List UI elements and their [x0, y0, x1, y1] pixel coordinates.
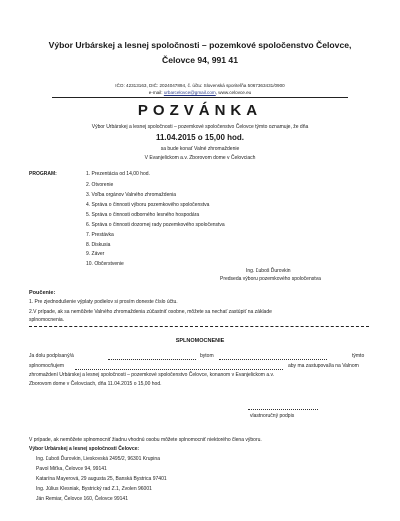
instruction-2a: 2.V prípade, ak sa nemôžete Valného zhromaždenia zúčastniť osobne, môžete sa nechať zastúpiť na základe — [29, 309, 272, 315]
program-item: 2. Otvorenie — [86, 182, 114, 188]
poa-line-1b: bytom — [200, 353, 214, 359]
board-member: Katarína Mayerová, 29 augusta 25, Banská Bystrica 97401 — [36, 476, 167, 482]
signature-field[interactable] — [248, 409, 318, 410]
signature-name: Ing. Ľuboš Ďurovkin — [246, 268, 291, 274]
poa-line-1c: týmto — [352, 353, 365, 359]
program-item: 5. Správa o činnosti odborného lesného hospodára — [86, 212, 200, 218]
program-item: 10. Občerstvenie — [86, 261, 124, 267]
email-link[interactable]: urbarcelovce@gmail.com — [163, 90, 216, 95]
poa-line-1a: Ja dolu podpísaný/á — [29, 353, 74, 359]
header-line-1: Výbor Urbárskej a lesnej spoločnosti – pozemkové spoločenstvo Čelovce, — [48, 40, 352, 50]
instruction-1: 1. Pre zjednodušenie výplaty podielov si prosím doneste číslo účtu. — [29, 299, 178, 305]
instructions-heading: Poučenie: — [29, 290, 56, 296]
board-member: Pavol Miťka, Čelovce 94, 99141 — [36, 466, 107, 472]
program-item: 1. Prezentácia od 14,00 hod. — [86, 171, 150, 177]
own-signature-label: vlastnoručný podpis — [250, 413, 295, 419]
proxy-field[interactable] — [75, 369, 283, 370]
poa-line-3: zhromaždení Urbárskej a lesnej spoločnosti – pozemkové spoločenstvo Čelovce, konanom v Evanjelickom a.v. — [29, 372, 275, 378]
program-item: 9. Záver — [86, 251, 105, 257]
meeting-datetime: 11.04.2015 o 15,00 hod. — [155, 133, 245, 142]
footer-note: V prípade, ak nemôžete splnomocniť žiadnu vhodnú osobu môžete splnomocniť niektorého člena výboru. — [29, 437, 262, 443]
poa-line-2b: aby ma zastupoval/a na Valnom — [288, 363, 359, 369]
cut-line — [29, 326, 369, 327]
email-prefix: e-mail: — [148, 90, 163, 95]
poa-line-2a: splnomocňujem — [29, 363, 65, 369]
page-title: POZVÁNKA — [137, 102, 263, 119]
intro-line-1: Výbor Urbárskej a lesnej spoločnosti – pozemkové spoločenstvo Čelovce týmto oznamuje, že dňa — [91, 124, 309, 130]
web-address: , www.celovce.eu — [215, 90, 252, 95]
board-member: Ing. Július Klesniak, Bystrický rad Z.1, Zvolen 96001 — [36, 486, 152, 492]
intro-line-4: V Evanjelickom a.v. Zborovom dome v Čelovciach — [144, 155, 256, 161]
address-field[interactable] — [219, 359, 327, 360]
program-item: 4. Správa o činnosti výboru pozemkového spoločenstva — [86, 202, 210, 208]
program-item: 3. Voľba orgánov Valného zhromaždenia — [86, 192, 177, 198]
board-member: Ján Remiar, Čelovce 160, Čelovce 99141 — [36, 496, 128, 502]
ico-line: IČO: 42313163, DIČ: 2024047894, č. účtu: Slovenská sporiteľňa 5067363431/0900 — [115, 83, 285, 88]
program-item: 6. Správa o činnosti dozornej rady pozemkového spoločenstva — [86, 222, 225, 228]
program-label: PROGRAM: — [29, 171, 57, 177]
header-divider — [52, 97, 348, 98]
signature-role: Predseda výboru pozemkového spoločenstva — [220, 276, 321, 282]
board-heading: Výbor Urbárskej a lesnej spoločnosti Čelovce: — [29, 446, 140, 452]
program-item: 8. Diskusia — [86, 242, 111, 248]
instruction-2b: splnomocnenia. — [29, 317, 65, 323]
intro-line-3: sa bude konať Valné zhromaždenie — [160, 146, 240, 152]
poa-heading: SPLNOMOCNENIE — [175, 338, 225, 344]
poa-line-4: Zborovom dome v Čelovciach, dňa 11.04.2015 o 15,00 hod. — [29, 381, 162, 387]
board-member: Ing. Ľuboš Ďurovkin, Lieskovská 2495/2, 96301 Krupina — [36, 456, 160, 462]
header-line-2: Čelovce 94, 991 41 — [162, 55, 238, 65]
name-field[interactable] — [108, 359, 196, 360]
program-item: 7. Prestávka — [86, 232, 114, 238]
contact-line — [0, 90, 400, 95]
